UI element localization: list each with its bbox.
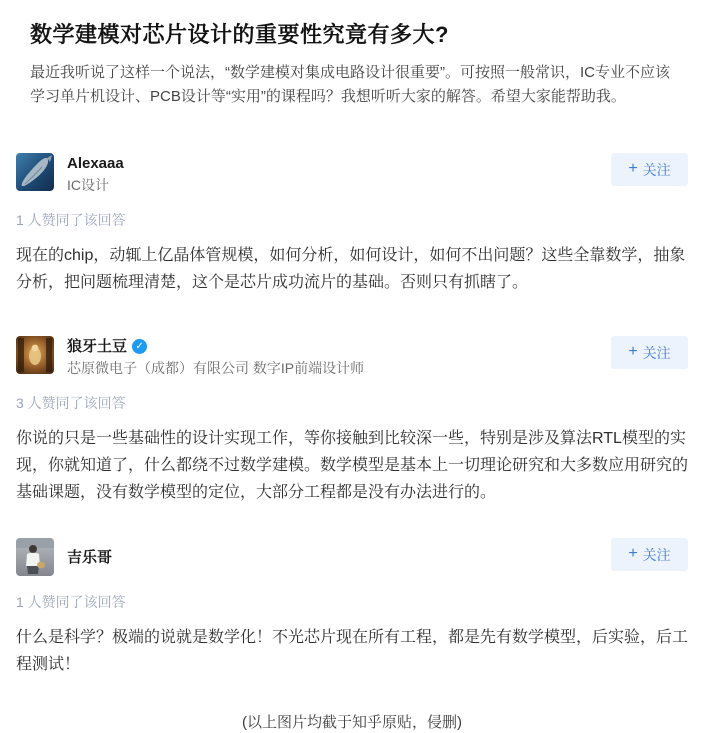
- follow-button[interactable]: [611, 336, 688, 369]
- author-name-text: 狼牙土豆: [67, 338, 128, 355]
- author-info: [67, 336, 599, 377]
- author-info: [67, 153, 599, 194]
- author-headline: IC设计: [67, 177, 109, 193]
- avatar[interactable]: [16, 336, 54, 374]
- whale-avatar-image: [16, 153, 54, 191]
- answer-card: [0, 538, 704, 678]
- answer-card: [0, 336, 704, 506]
- author-name[interactable]: [67, 154, 599, 173]
- upvote-count: 1 人赞同了该回答: [16, 212, 126, 228]
- author-name[interactable]: [67, 548, 112, 567]
- follow-button[interactable]: [611, 153, 688, 186]
- question-title: 数学建模对芯片设计的重要性究竟有多大?: [30, 22, 449, 47]
- plus-icon: +: [628, 159, 638, 177]
- upvote-count: 1 人赞同了该回答: [16, 594, 126, 610]
- plus-icon: +: [628, 544, 638, 562]
- follow-label: 关注: [642, 546, 671, 563]
- answer-header: [16, 336, 688, 377]
- follow-label: 关注: [642, 161, 671, 178]
- street-avatar-image: [16, 538, 54, 576]
- answer-header: [16, 153, 688, 194]
- source-caption: (以上图片均截于知乎原贴，侵删): [242, 714, 462, 731]
- author-headline: 芯原微电子（成都）有限公司 数字IP前端设计师: [67, 360, 365, 376]
- answer-body: 什么是科学？极端的说就是数学化！不光芯片现在所有工程，都是先有数学模型，后实验，后工程测试！: [16, 629, 689, 673]
- answer-body: 你说的只是一些基础性的设计实现工作，等你接触到比较深一些，特别是涉及算法RTL模型的实现，你就知道了，什么都绕不过数学建模。数学模型是基本上一切理论研究和大多数应用研究的基础课题，没有数学模型的定位，大部分工程都是没有办法进行的。: [16, 430, 689, 501]
- avatar[interactable]: [16, 538, 54, 576]
- upvote-count: 3 人赞同了该回答: [16, 395, 126, 411]
- answer-body: 现在的chip，动辄上亿晶体管规模，如何分析，如何设计，如何不出问题？这些全靠数学，抽象分析，把问题梳理清楚，这个是芯片成功流片的基础。否则只有抓瞎了。: [16, 247, 686, 291]
- question-section: [0, 0, 704, 109]
- author-name-text: Alexaaa: [67, 155, 124, 172]
- plus-icon: +: [628, 342, 638, 360]
- author-name-text: 吉乐哥: [67, 548, 113, 566]
- answer-header: [16, 538, 688, 576]
- verified-badge-icon: ✓: [132, 339, 147, 354]
- answer-card: [0, 153, 704, 296]
- author-info: [67, 538, 599, 576]
- follow-button[interactable]: [611, 538, 688, 571]
- avatar[interactable]: [16, 153, 54, 191]
- author-name[interactable]: [67, 337, 599, 356]
- follow-label: 关注: [642, 344, 671, 361]
- amber-avatar-image: [16, 336, 54, 374]
- question-description: 最近我听说了这样一个说法，“数学建模对集成电路设计很重要”。可按照一般常识，IC专业不应该学习单片机设计、PCB设计等“实用”的课程吗？我想听听大家的解答。希望大家能帮助我。: [30, 64, 670, 105]
